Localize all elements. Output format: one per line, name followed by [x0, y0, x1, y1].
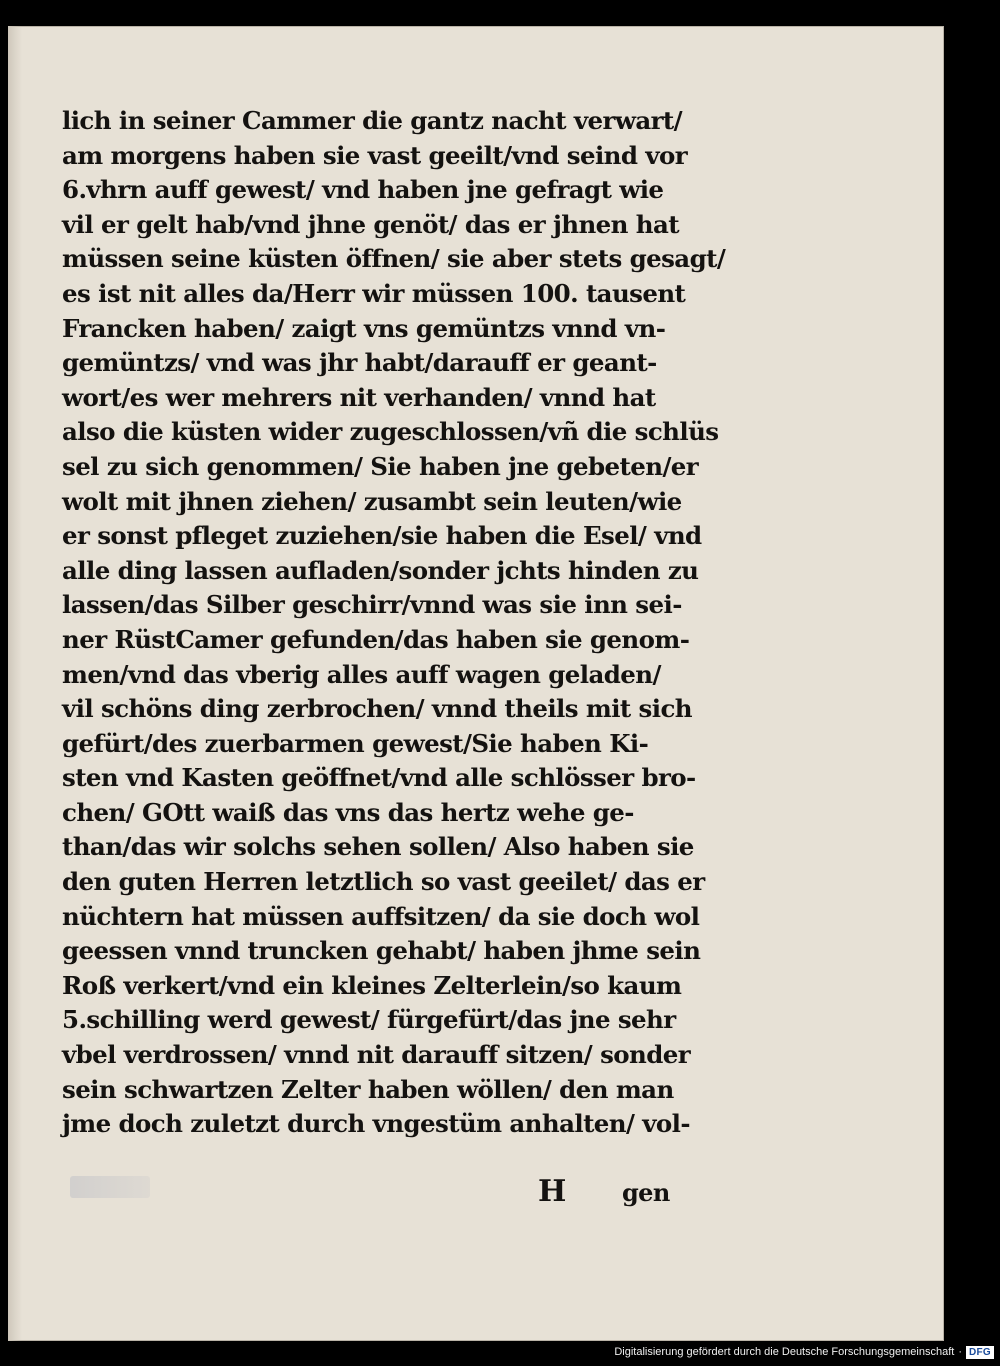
page-footer-marks — [8, 1174, 944, 1214]
text-line: den guten Herren letztlich so vast geeilet/ das er — [62, 867, 705, 897]
text-line: gemüntzs/ vnd was jhr habt/darauff er geant- — [62, 348, 657, 378]
page-text-block — [62, 104, 726, 1142]
text-line: also die küsten wider zugeschlossen/vñ die schlüs — [62, 417, 719, 447]
text-line: gefürt/des zuerbarmen gewest/Sie haben Ki- — [62, 728, 649, 758]
text-line: wolt mit jhnen ziehen/ zusambt sein leuten/wie — [62, 486, 682, 516]
text-line: vbel verdrossen/ vnnd nit darauff sitzen/ sonder — [62, 1040, 691, 1070]
text-line: nüchtern hat müssen auffsitzen/ da sie doch wol — [62, 901, 700, 931]
text-line: geessen vnnd truncken gehabt/ haben jhme sein — [62, 936, 701, 966]
text-line: vil er gelt hab/vnd jhne genöt/ das er jhnen hat — [62, 209, 680, 239]
text-line: vil schöns ding zerbrochen/ vnnd theils mit sich — [62, 694, 692, 724]
text-line: chen/ GOtt waiß das vns das hertz wehe ge- — [62, 797, 634, 827]
text-line: sein schwartzen Zelter haben wöllen/ den man — [62, 1074, 674, 1104]
text-line: Francken haben/ zaigt vns gemüntzs vnnd vn- — [62, 313, 666, 343]
book-page — [8, 26, 944, 1341]
text-line: lassen/das Silber geschirr/vnnd was sie inn sei- — [62, 590, 682, 620]
text-line: men/vnd das vberig alles auff wagen geladen/ — [62, 659, 661, 689]
credit-text: Digitalisierung gefördert durch die Deutsche Forschungsgemeinschaft — [614, 1346, 955, 1358]
text-line: alle ding lassen aufladen/sonder jchts hinden zu — [62, 555, 699, 585]
signature-mark: H — [538, 1174, 567, 1209]
text-line: Roß verkert/vnd ein kleines Zelterlein/so kaum — [62, 970, 682, 1000]
text-line: müssen seine küsten öffnen/ sie aber stets gesagt/ — [62, 244, 726, 274]
text-line: er sonst pfleget zuziehen/sie haben die Esel/ vnd — [62, 521, 702, 551]
text-line: sel zu sich genommen/ Sie haben jne gebeten/er — [62, 451, 699, 481]
text-line: es ist nit alles da/Herr wir müssen 100. tausent — [62, 278, 686, 308]
catchword: gen — [622, 1178, 670, 1207]
text-line: ner RüstCamer gefunden/das haben sie genom- — [62, 624, 690, 654]
credit-separator: · — [958, 1346, 962, 1358]
digitization-credit — [614, 1344, 994, 1360]
text-line: am morgens haben sie vast geeilt/vnd seind vor — [62, 140, 688, 170]
text-line: wort/es wer mehrers nit verhanden/ vnnd hat — [62, 382, 656, 412]
text-line: 5.schilling werd gewest/ fürgefürt/das jne sehr — [62, 1005, 676, 1035]
text-line: jme doch zuletzt durch vngestüm anhalten/ vol- — [62, 1109, 690, 1139]
text-line: lich in seiner Cammer die gantz nacht verwart/ — [62, 106, 682, 135]
text-line: than/das wir solchs sehen sollen/ Also haben sie — [62, 832, 694, 862]
text-line: 6.vhrn auff gewest/ vnd haben jne gefragt wie — [62, 175, 664, 205]
text-line: sten vnd Kasten geöffnet/vnd alle schlösser bro- — [62, 763, 696, 793]
dfg-logo-icon: DFG — [966, 1346, 994, 1359]
